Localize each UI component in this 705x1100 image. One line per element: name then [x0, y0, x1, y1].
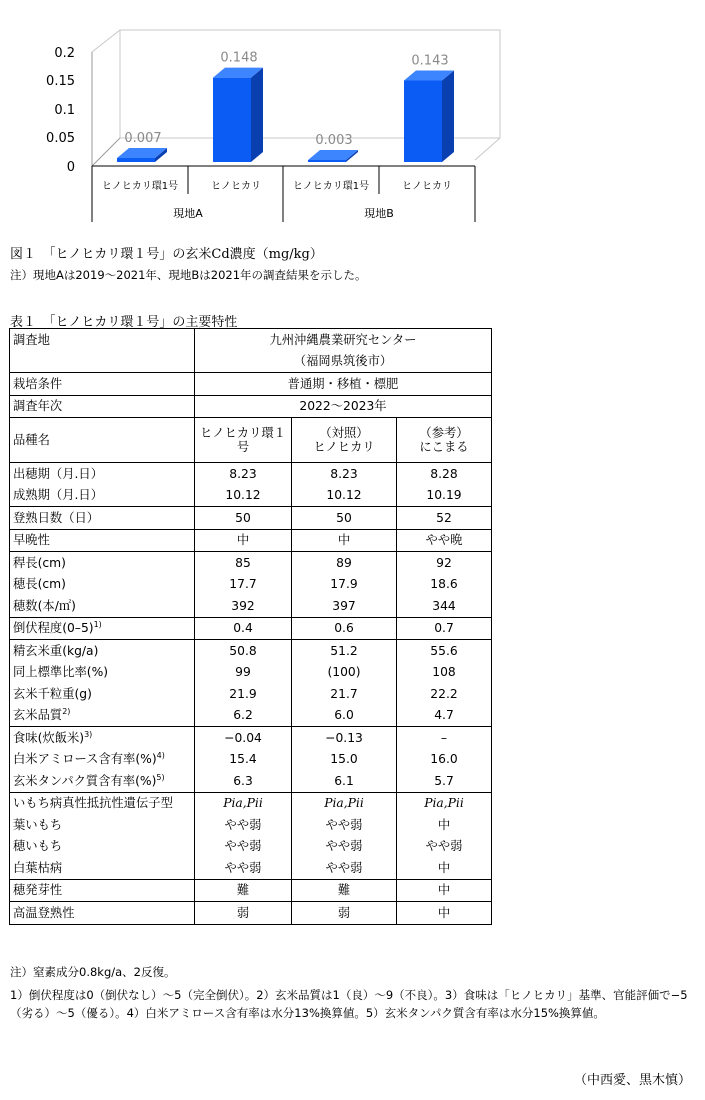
table-row [10, 662, 492, 684]
variety-2: （対照） ヒノヒカリ [292, 418, 397, 463]
table-row [10, 902, 492, 925]
cell-value: 6.1 [292, 770, 397, 792]
cell-value: 弱 [292, 902, 397, 925]
cell-value: 6.0 [292, 705, 397, 727]
bars-group [117, 51, 454, 162]
category-label: ヒノヒカリ環1号 [292, 181, 370, 192]
table-note-2: 1）倒伏程度は0（倒伏なし）～5（完全倒伏）。2）玄米品質は1（良）～9（不良）。3）食味は「ヒノヒカリ」基準、官能評価で−5（劣る）～5（優る）。4）白米アミロース含有率は水分13%換算値。5）玄米タンパク質含有率は水分15%換算値。 [10, 988, 688, 1020]
cell-value: 4.7 [397, 705, 492, 727]
cell-value: 51.2 [292, 640, 397, 662]
cell-value: −0.13 [292, 727, 397, 749]
floor-left-edge [92, 138, 120, 166]
table-row [10, 373, 492, 396]
table-row [10, 705, 492, 727]
category-label: ヒノヒカリ [402, 181, 452, 192]
y-tick-label: 0.15 [46, 74, 75, 89]
table-row [10, 814, 492, 836]
site-value-2: （福岡県筑後市） [195, 351, 492, 373]
row-label: いもち病真性抵抗性遺伝子型 [10, 792, 195, 814]
cell-value: 21.9 [195, 683, 292, 705]
cd-concentration-chart [0, 0, 705, 235]
row-label: 玄米千粒重(g) [10, 683, 195, 705]
cell-value: 55.6 [397, 640, 492, 662]
figure-note: 注）現地Aは2019～2021年、現地Bは2021年の調査結果を示した。 [10, 268, 367, 282]
row-label: 精玄米重(kg/a) [10, 640, 195, 662]
cell-value: 中 [397, 814, 492, 836]
cell-value: 92 [397, 552, 492, 574]
cell-value: 8.23 [195, 463, 292, 485]
table-row [10, 552, 492, 574]
cell-value: 6.2 [195, 705, 292, 727]
cell-value: やや晩 [397, 529, 492, 552]
row-label: 白葉枯病 [10, 857, 195, 879]
bar [404, 80, 442, 162]
cell-value: 99 [195, 662, 292, 684]
table-header-row [10, 418, 492, 463]
table-row [10, 770, 492, 792]
cell-value: 6.3 [195, 770, 292, 792]
table-row [10, 351, 492, 373]
table-note-1: 注）窒素成分0.8kg/a、2反復。 [10, 965, 176, 979]
cell-value: やや弱 [292, 814, 397, 836]
row-label: 調査年次 [10, 395, 195, 418]
cell-value: 108 [397, 662, 492, 684]
category-label: ヒノヒカリ [211, 181, 261, 192]
bar [308, 160, 346, 162]
cell-value: 10.12 [292, 485, 397, 507]
cell-value: Pia,Pii [292, 792, 397, 814]
cell-value: 50 [195, 507, 292, 530]
bar-side [251, 68, 263, 162]
cell-value: やや弱 [195, 836, 292, 858]
row-label: 穂長(cm) [10, 574, 195, 596]
variety-label: 品種名 [10, 418, 195, 463]
cell-value: 5.7 [397, 770, 492, 792]
row-label: 白米アミロース含有率(%)$^{4)}$ [10, 749, 195, 771]
bar-value-label: 0.143 [411, 53, 449, 69]
row-label: 穂発芽性 [10, 879, 195, 902]
cell-value: 弱 [195, 902, 292, 925]
cell-value: 難 [292, 879, 397, 902]
condition-value: 普通期・移植・標肥 [195, 373, 492, 396]
bar-value-label: 0.148 [220, 50, 258, 66]
y-tick-label: 0.1 [54, 103, 75, 118]
table-row [10, 857, 492, 879]
cell-value: 17.7 [195, 574, 292, 596]
cell-value: 0.4 [195, 617, 292, 640]
table-row [10, 792, 492, 814]
row-label: 成熟期（月.日） [10, 485, 195, 507]
cell-value: 中 [397, 857, 492, 879]
cell-value: やや弱 [292, 857, 397, 879]
cell-value: やや弱 [195, 857, 292, 879]
cell-value: 0.7 [397, 617, 492, 640]
cell-value: 中 [397, 902, 492, 925]
row-label: 早晩性 [10, 529, 195, 552]
y-tick-label: 0 [66, 160, 75, 175]
cell-value: 難 [195, 879, 292, 902]
bar [117, 158, 155, 162]
table-row [10, 507, 492, 530]
row-label: 出穂期（月.日） [10, 463, 195, 485]
cell-value: 15.4 [195, 749, 292, 771]
row-label: 食味(炊飯米)$^{3)}$ [10, 727, 195, 749]
cell-value: Pia,Pii [397, 792, 492, 814]
cell-value: 392 [195, 595, 292, 617]
year-value: 2022～2023年 [195, 395, 492, 418]
row-label: 高温登熟性 [10, 902, 195, 925]
cell-value: 52 [397, 507, 492, 530]
cell-value: (100) [292, 662, 397, 684]
row-label: 穂数(本/㎡) [10, 595, 195, 617]
table-row [10, 640, 492, 662]
table-row [10, 836, 492, 858]
variety-1: ヒノヒカリ環１号 [195, 418, 292, 463]
table-row [10, 683, 492, 705]
table-caption: 表１ 「ヒノヒカリ環１号」の主要特性 [10, 315, 238, 330]
cell-value: 22.2 [397, 683, 492, 705]
row-label: 同上標準比率(%) [10, 662, 195, 684]
cell-value: 18.6 [397, 574, 492, 596]
table-row [10, 463, 492, 485]
cell-value: 8.23 [292, 463, 397, 485]
cell-value: 17.9 [292, 574, 397, 596]
table-row [10, 727, 492, 749]
bar-value-label: 0.003 [315, 133, 353, 148]
cell-value: Pia,Pii [195, 792, 292, 814]
bar-value-label: 0.007 [124, 131, 162, 147]
table-row [10, 395, 492, 418]
group-label: 現地A [173, 207, 203, 220]
cell-value: やや弱 [397, 836, 492, 858]
cell-value: 89 [292, 552, 397, 574]
group-label: 現地B [364, 207, 394, 220]
row-label [10, 351, 195, 373]
y-tick-label: 0.2 [54, 46, 75, 61]
cell-value: 10.19 [397, 485, 492, 507]
cell-value: −0.04 [195, 727, 292, 749]
figure-caption: 図１ 「ヒノヒカリ環１号」の玄米Cd濃度（mg/kg） [10, 247, 323, 262]
bar-top [308, 150, 358, 160]
bar [213, 78, 251, 162]
cell-value: 21.7 [292, 683, 397, 705]
cell-value: 8.28 [397, 463, 492, 485]
cell-value: – [397, 727, 492, 749]
table-row [10, 574, 492, 596]
table-row [10, 485, 492, 507]
cell-value: 中 [195, 529, 292, 552]
cell-value: 344 [397, 595, 492, 617]
row-label: 栽培条件 [10, 373, 195, 396]
cell-value: やや弱 [292, 836, 397, 858]
cell-value: 50.8 [195, 640, 292, 662]
row-label: 登熟日数（日） [10, 507, 195, 530]
cell-value: やや弱 [195, 814, 292, 836]
cell-value: 10.12 [195, 485, 292, 507]
table-row [10, 749, 492, 771]
row-label: 玄米品質$^{2)}$ [10, 705, 195, 727]
cell-value: 15.0 [292, 749, 397, 771]
row-label: 調査地 [10, 329, 195, 351]
row-label: 倒伏程度$(0-5)^{1)}$ [10, 617, 195, 640]
category-label: ヒノヒカリ環1号 [101, 181, 179, 192]
cell-value: 85 [195, 552, 292, 574]
cell-value: 16.0 [397, 749, 492, 771]
row-label: 葉いもち [10, 814, 195, 836]
table-row [10, 529, 492, 552]
authors: （中西愛、黒木慎） [573, 1073, 691, 1088]
table-row [10, 879, 492, 902]
cell-value: 中 [397, 879, 492, 902]
characteristics-table [9, 328, 492, 925]
site-value: 九州沖縄農業研究センター [195, 329, 492, 351]
table-row [10, 329, 492, 351]
cell-value: 50 [292, 507, 397, 530]
bar-side [442, 70, 454, 162]
cell-value: 0.6 [292, 617, 397, 640]
y-tick-label: 0.05 [46, 131, 75, 146]
row-label: 稈長(cm) [10, 552, 195, 574]
cell-value: 中 [292, 529, 397, 552]
table-row [10, 617, 492, 640]
variety-3: （参考） にこまる [397, 418, 492, 463]
table-row [10, 595, 492, 617]
cell-value: 397 [292, 595, 397, 617]
row-label: 穂いもち [10, 836, 195, 858]
row-label: 玄米タンパク質含有率(%)$^{5)}$ [10, 770, 195, 792]
